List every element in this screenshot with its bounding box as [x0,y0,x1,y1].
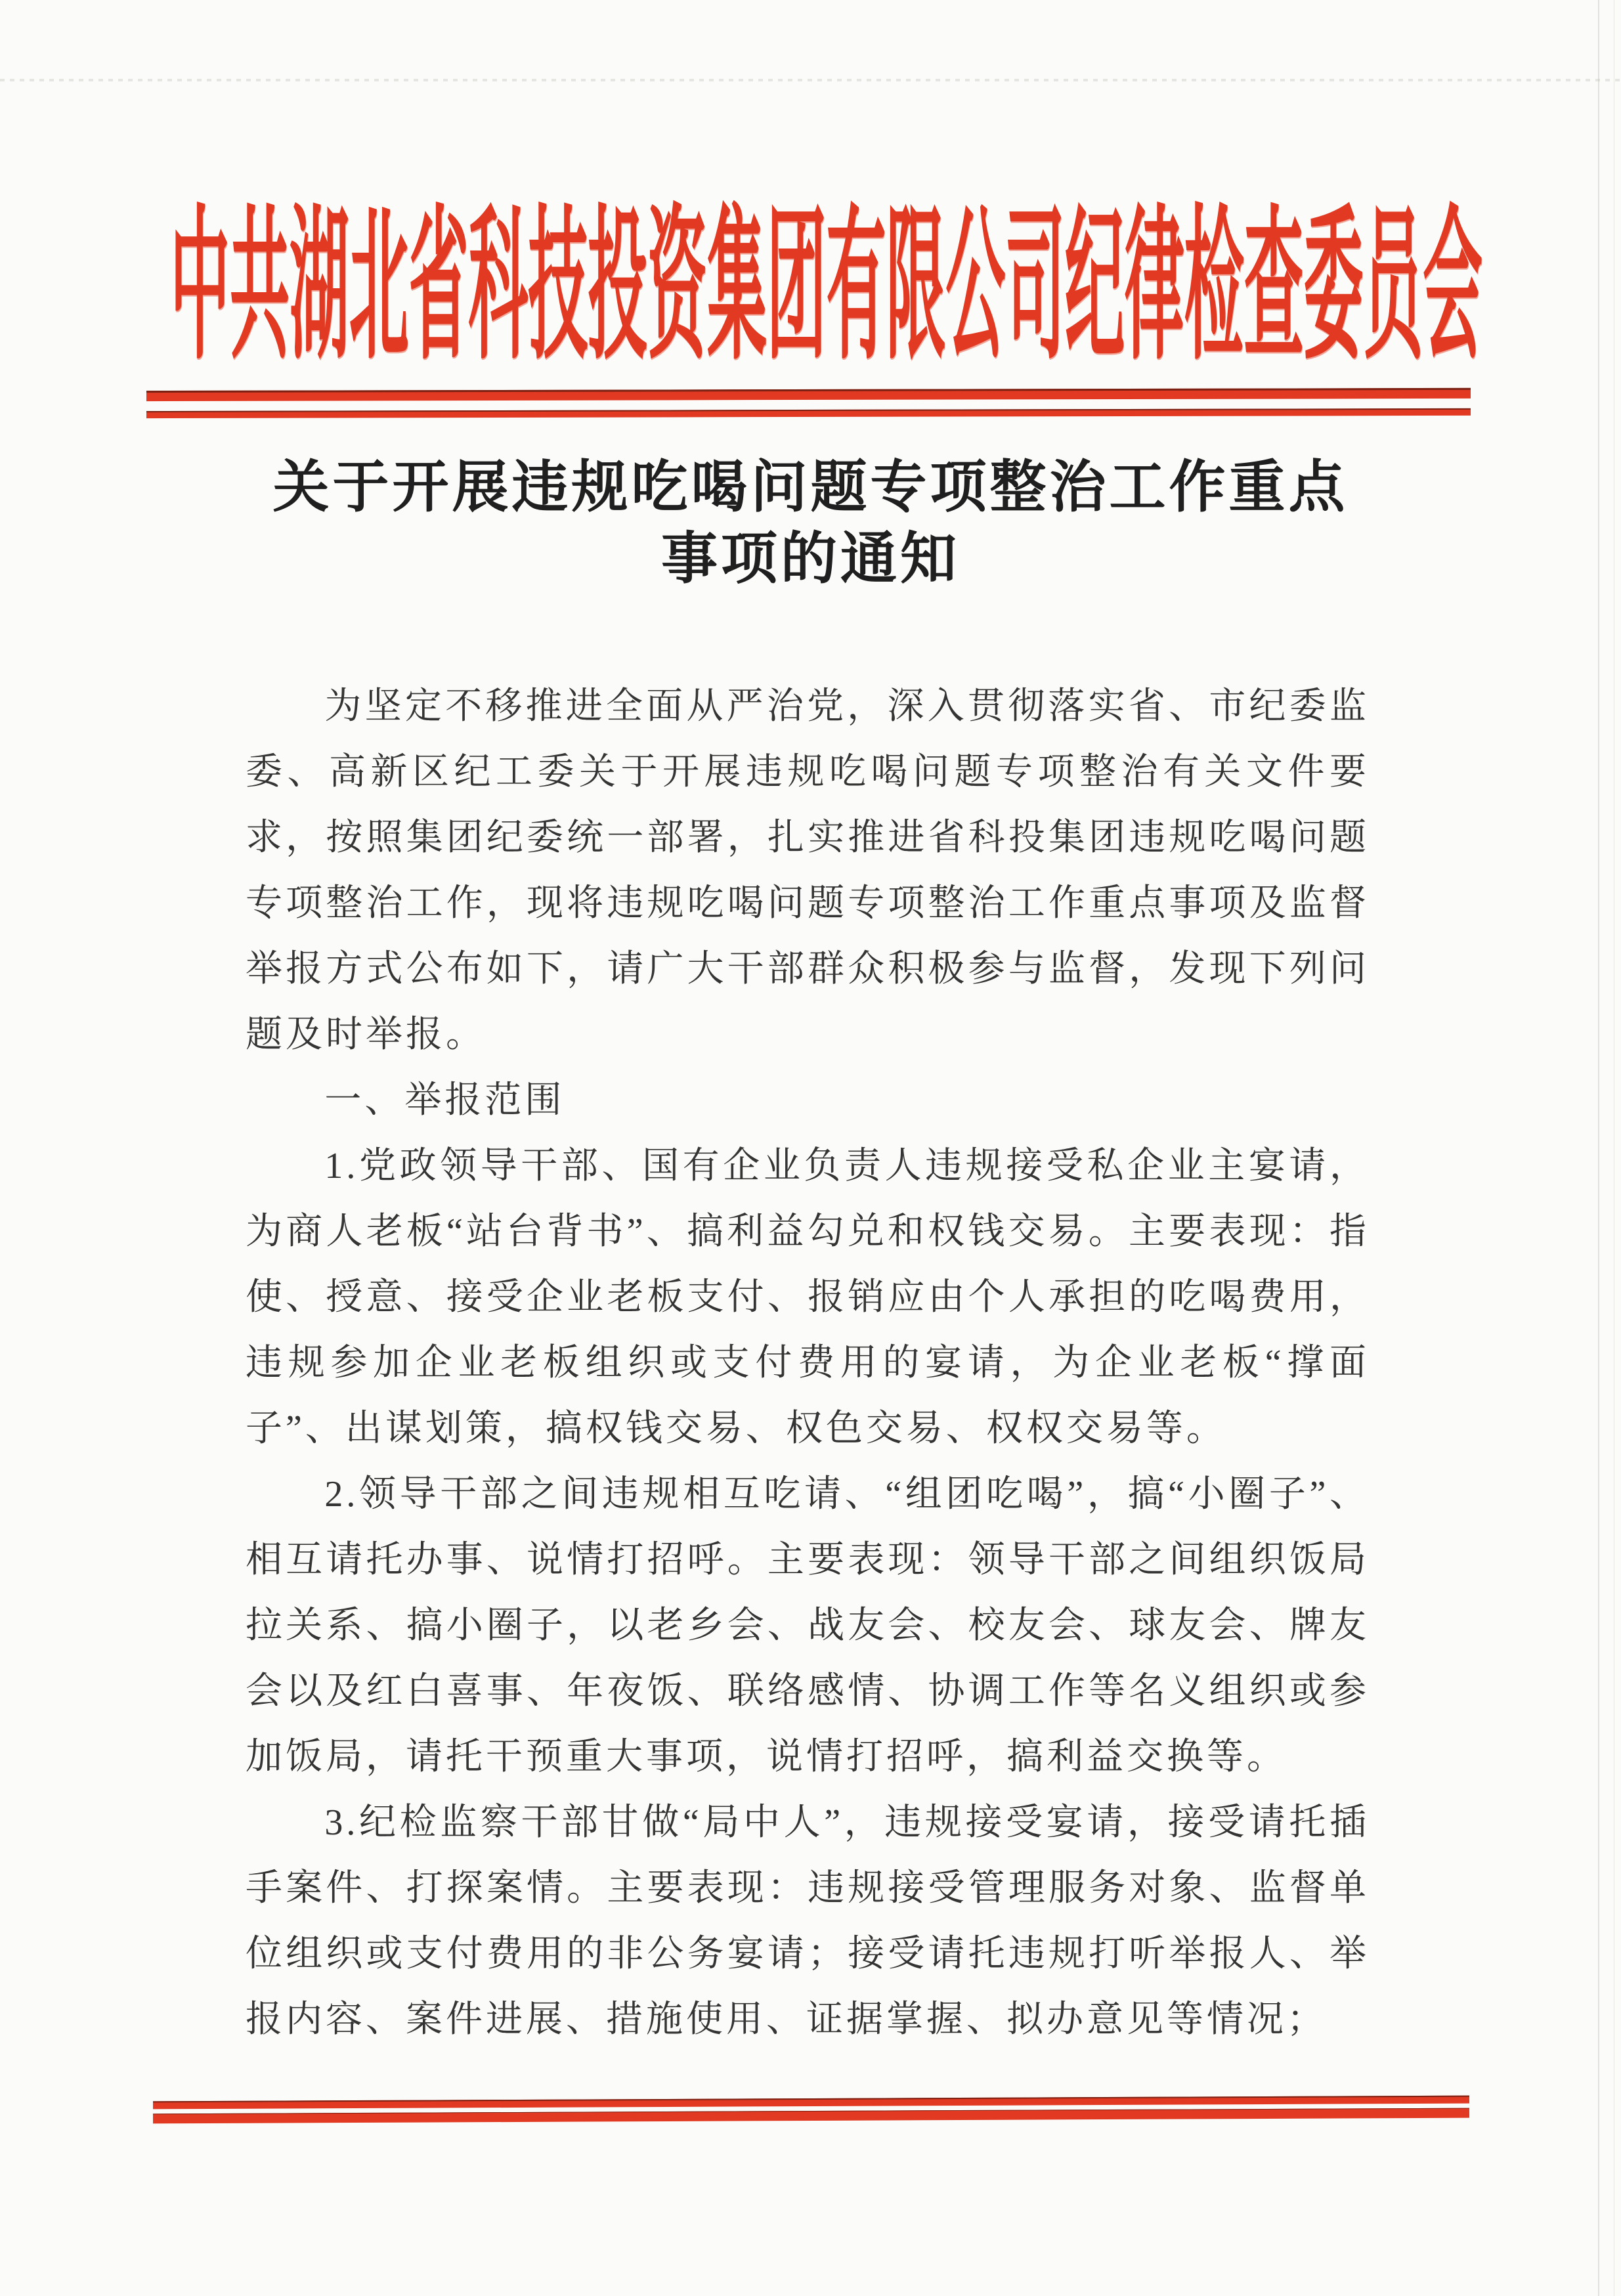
letterhead-org-name: 中共湖北省科技投资集团有限公司纪律检查委员会 [170,196,1482,379]
header-red-rule-thick [146,388,1471,401]
header-red-rule-thin [146,408,1471,418]
document-title-line-2: 事项的通知 [661,527,960,590]
scan-noise-line [0,79,1621,81]
footer-red-rule-upper [153,2096,1469,2110]
document-body [246,674,1370,2052]
document-title-line-1: 关于开展违规吃喝问题专项整治工作重点 [272,456,1349,519]
paragraph-item-3: 3.纪检监察干部甘做“局中人”，违规接受宴请，接受请托插手案件、打探案情。主要表现：违规接受管理服务对象、监督单位组织或支付费用的非公务宴请；接受请托违规打听举报人、举报内容、案件进展、措施使用、证据掌握、拟办意见等情况； [246,1802,1370,2040]
scanner-edge-line [1598,0,1599,2296]
paragraph-item-1: 1.党政领导干部、国有企业负责人违规接受私企业主宴请，为商人老板“站台背书”、搞利益勾兑和权钱交易。主要表现：指使、授意、接受企业老板支付、报销应由个人承担的吃喝费用，违规参加企业老板组织或支付费用的宴请，为企业老板“撑面子”、出谋划策，搞权钱交易、权色交易、权权交易等。 [246,1146,1370,1449]
section-heading-report-scope: 一、举报范围 [324,1080,565,1121]
footer-red-rule-lower [153,2108,1469,2124]
paragraph-intro: 为坚定不移推进全面从严治党，深入贯彻落实省、市纪委监委、高新区纪工委关于开展违规吃喝问题专项整治有关文件要求，按照集团纪委统一部署，扎实推进省科投集团违规吃喝问题专项整治工作，现将违规吃喝问题专项整治工作重点事项及监督举报方式公布如下，请广大干部群众积极参与监督，发现下列问题及时举报。 [246,686,1370,1055]
paragraph-item-2: 2.领导干部之间违规相互吃请、“组团吃喝”，搞“小圈子”、相互请托办事、说情打招呼。主要表现：领导干部之间组织饭局拉关系、搞小圈子，以老乡会、战友会、校友会、球友会、牌友会以及红白喜事、年夜饭、联络感情、协调工作等名义组织或参加饭局，请托干预重大事项，说情打招呼，搞利益交换等。 [246,1474,1370,1777]
document-title [0,452,1621,595]
